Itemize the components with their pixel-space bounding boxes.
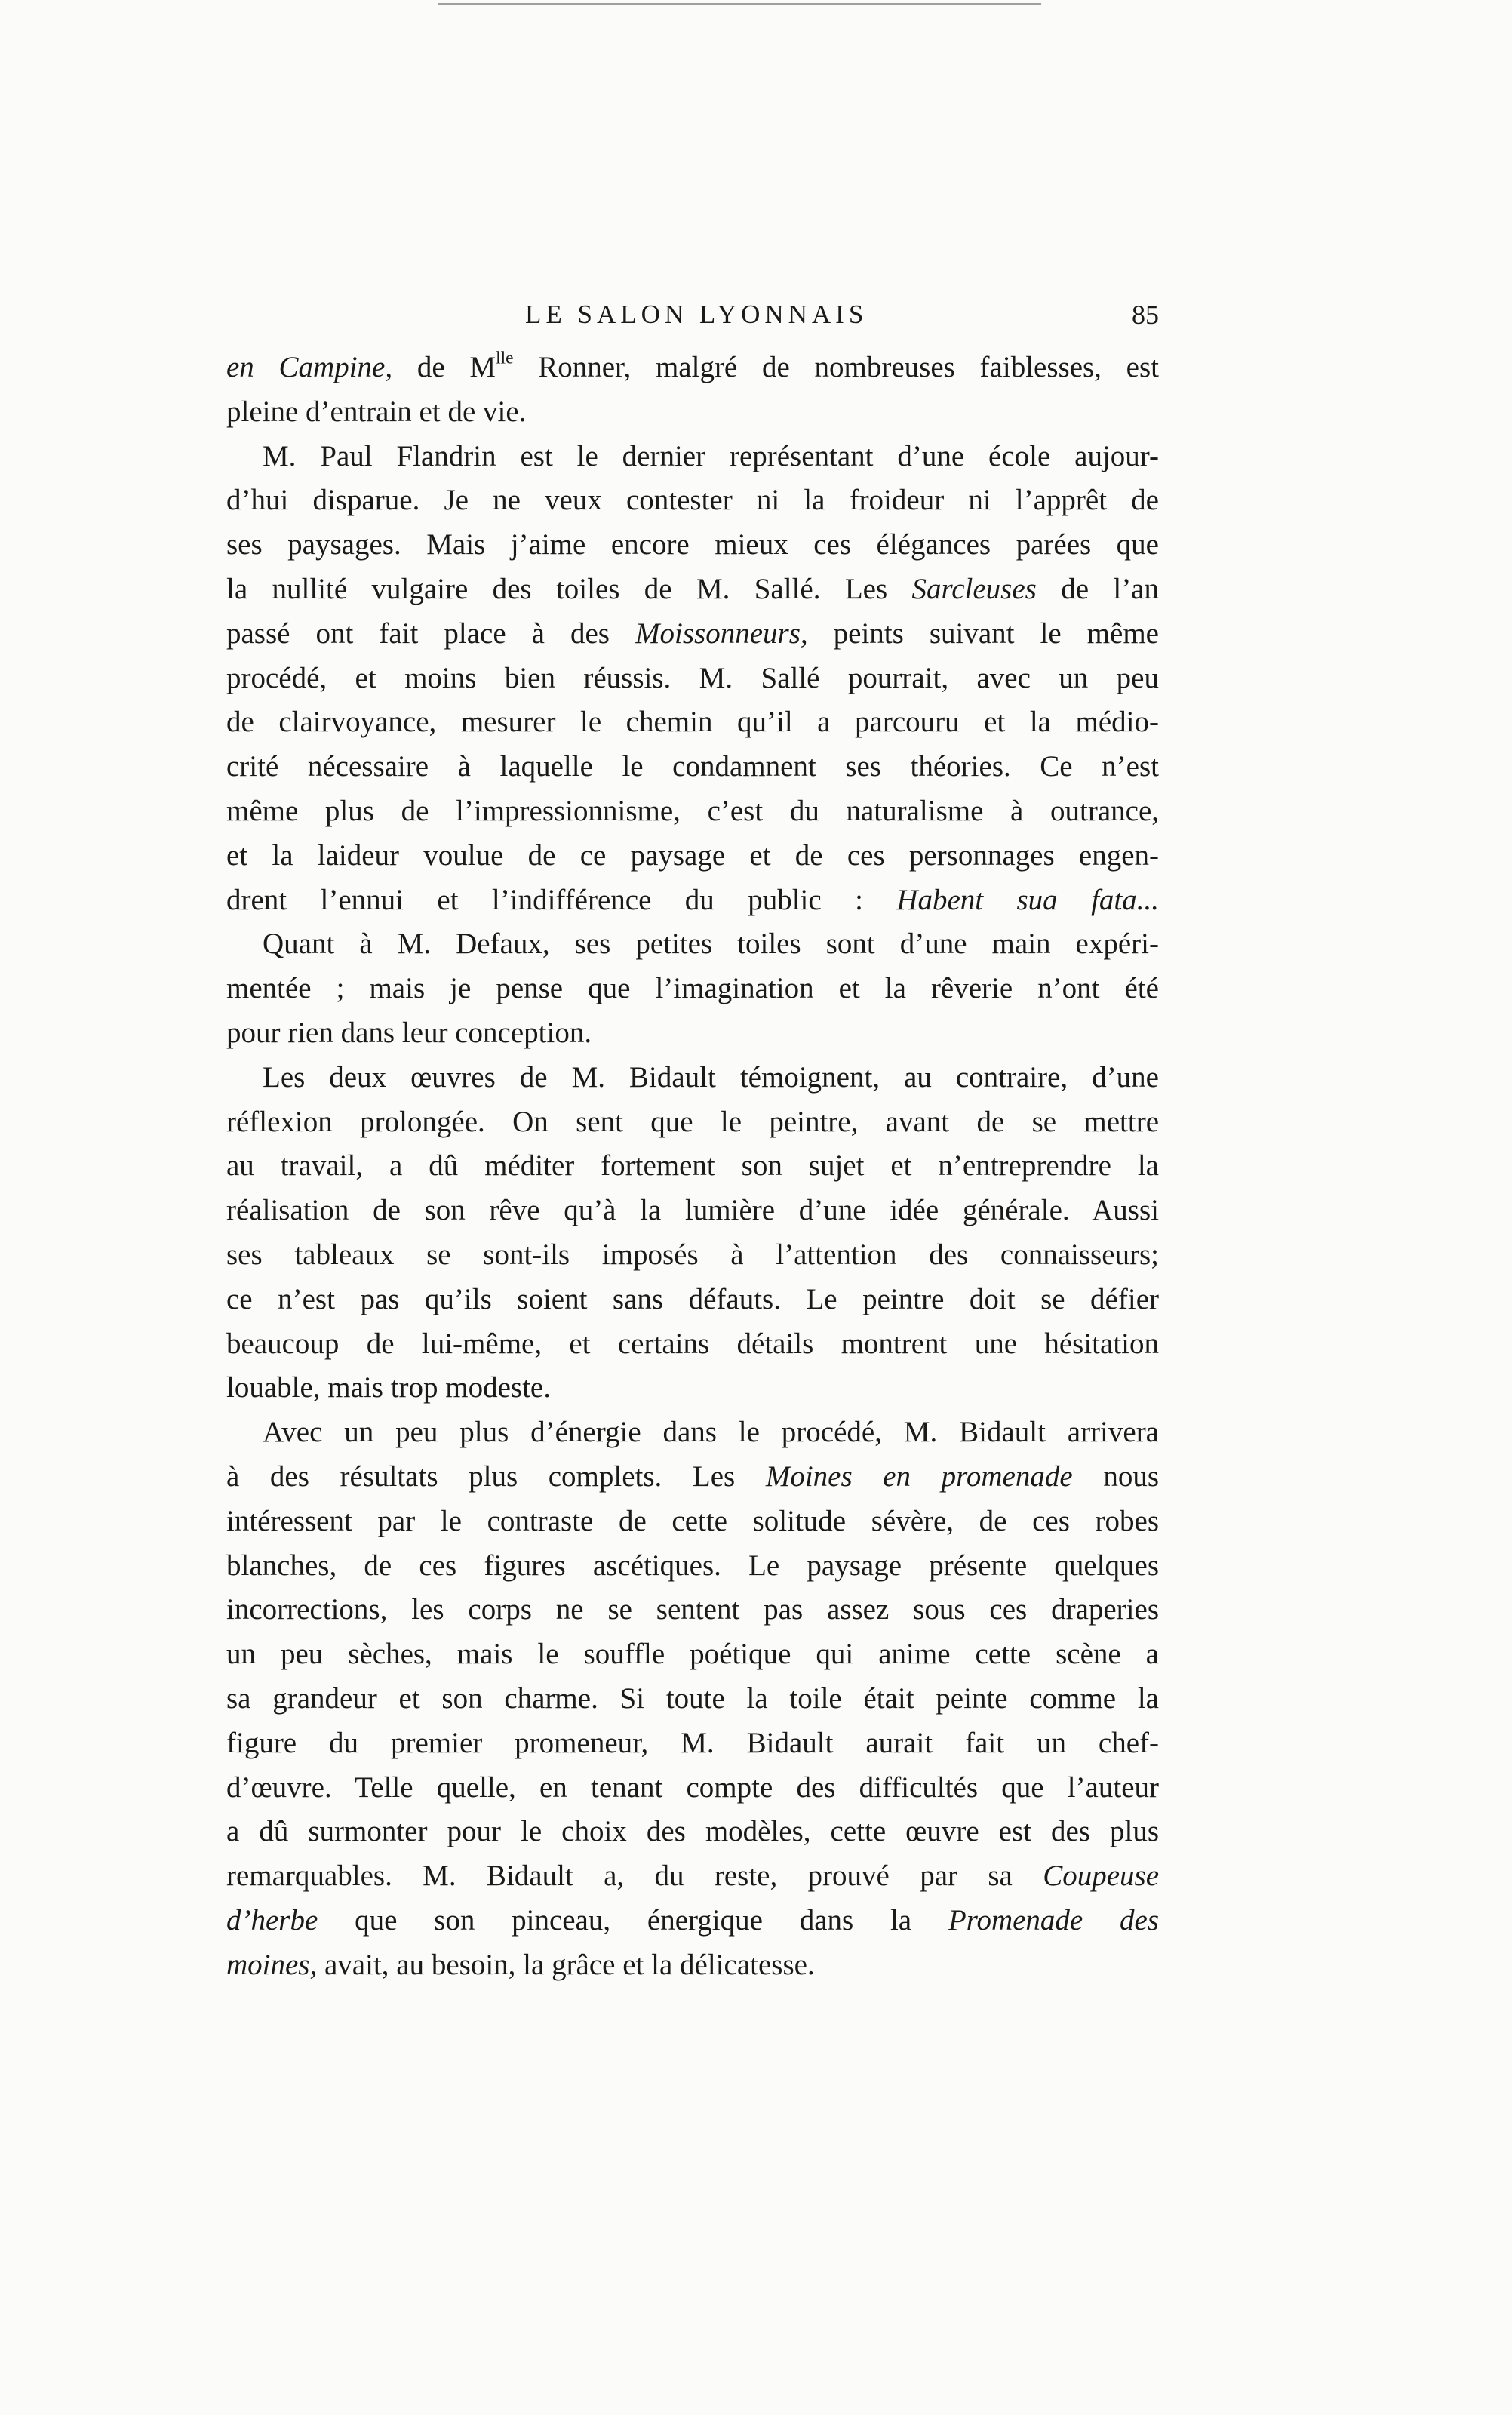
text-line: M. Paul Flandrin est le dernier représentant d’une école aujour- bbox=[263, 439, 1159, 472]
body-text bbox=[226, 346, 1159, 1987]
text-line: ses tableaux se sont-ils imposés à l’attention des connaisseurs; bbox=[226, 1238, 1159, 1271]
text-line: d’hui disparue. Je ne veux contester ni la froideur ni l’apprêt de bbox=[226, 484, 1159, 517]
page-number: 85 bbox=[1132, 300, 1159, 330]
text-line: et la laideur voulue de ce paysage et de ces personnages engen- bbox=[226, 838, 1159, 872]
text-line: réflexion prolongée. On sent que le peintre, avant de se mettre bbox=[226, 1105, 1159, 1138]
text-line: Avec un peu plus d’énergie dans le procédé, M. Bidault arrivera bbox=[263, 1416, 1159, 1449]
text-line: Quant à M. Defaux, ses petites toiles sont d’une main expéri- bbox=[263, 928, 1159, 961]
text-line: remarquables. M. Bidault a, du reste, prouvé par sa Coupeuse bbox=[226, 1860, 1159, 1893]
text-line: blanches, de ces figures ascétiques. Le paysage présente quelques bbox=[226, 1549, 1159, 1582]
text-line: louable, mais trop modeste. bbox=[226, 1371, 551, 1404]
text-line: a dû surmonter pour le choix des modèles, cette œuvre est des plus bbox=[226, 1815, 1159, 1848]
text-line: Les deux œuvres de M. Bidault témoignent, au contraire, d’une bbox=[263, 1060, 1159, 1094]
text-line: incorrections, les corps ne se sentent pas assez sous ces draperies bbox=[226, 1593, 1159, 1626]
text-line: beaucoup de lui-même, et certains détails montrent une hésitation bbox=[226, 1327, 1159, 1360]
text-line: intéressent par le contraste de cette solitude sévère, de ces robes bbox=[226, 1504, 1159, 1537]
text-line: procédé, et moins bien réussis. M. Sallé pourrait, avec un peu bbox=[226, 661, 1159, 694]
text-line: d’œuvre. Telle quelle, en tenant compte des difficultés que l’auteur bbox=[226, 1770, 1159, 1804]
text-line: drent l’ennui et l’indifférence du public : Habent sua fata... bbox=[226, 883, 1159, 916]
running-title: LE SALON LYONNAIS bbox=[525, 300, 868, 329]
text-line: sa grandeur et son charme. Si toute la toile était peinte comme la bbox=[226, 1681, 1159, 1715]
text-line: réalisation de son rêve qu’à la lumière d’une idée générale. Aussi bbox=[226, 1194, 1159, 1227]
text-line: un peu sèches, mais le souffle poétique qui anime cette scène a bbox=[226, 1638, 1159, 1671]
top-edge-rule bbox=[438, 3, 1041, 5]
text-line: à des résultats plus complets. Les Moines en promenade nous bbox=[226, 1460, 1159, 1493]
text-line: crité nécessaire à laquelle le condamnent ses théories. Ce n’est bbox=[226, 750, 1159, 783]
text-line: ce n’est pas qu’ils soient sans défauts. Le peintre doit se défier bbox=[226, 1282, 1159, 1315]
text-line: en Campine, de $M^{lle}$ Ronner, malgré de nombreuses faiblesses, est bbox=[226, 348, 1159, 383]
text-line: d’herbe que son pinceau, énergique dans la Promenade des bbox=[226, 1903, 1160, 1937]
text-line: mentée ; mais je pense que l’imagination et la rêverie n’ont été bbox=[226, 972, 1159, 1005]
text-line: moines, avait, au besoin, la grâce et la délicatesse. bbox=[226, 1948, 815, 1981]
text-line: figure du premier promeneur, M. Bidault aurait fait un chef- bbox=[226, 1726, 1159, 1759]
text-line: passé ont fait place à des Moissonneurs, peints suivant le même bbox=[226, 617, 1159, 650]
running-header bbox=[226, 296, 1159, 334]
text-line: la nullité vulgaire des toiles de M. Sallé. Les Sarcleuses de l’an bbox=[226, 572, 1159, 605]
text-line: ses paysages. Mais j’aime encore mieux ces élégances parées que bbox=[226, 528, 1159, 561]
text-line: au travail, a dû méditer fortement son sujet et n’entreprendre la bbox=[226, 1149, 1159, 1183]
text-line: de clairvoyance, mesurer le chemin qu’il a parcouru et la médio- bbox=[226, 706, 1159, 739]
text-line: même plus de l’impressionnisme, c’est du naturalisme à outrance, bbox=[226, 794, 1159, 827]
text-line: pleine d’entrain et de vie. bbox=[226, 395, 527, 428]
text-line: pour rien dans leur conception. bbox=[226, 1016, 592, 1049]
